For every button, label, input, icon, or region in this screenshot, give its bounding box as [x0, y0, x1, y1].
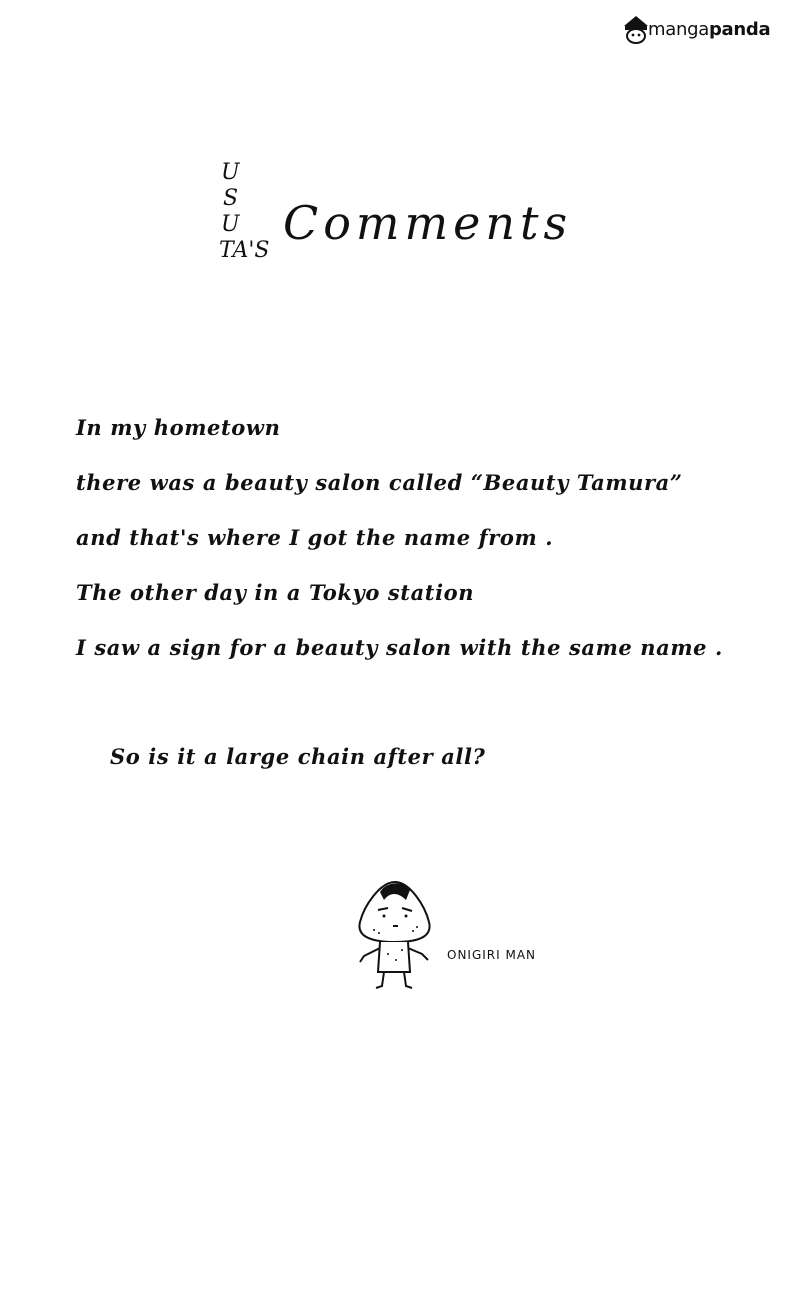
comment-line: and that's where I got the name from . [76, 525, 554, 550]
closing-question: So is it a large chain after all? [110, 744, 486, 769]
onigiri-man-icon [350, 876, 440, 996]
illustration-caption: ONIGIRI MAN [447, 948, 537, 962]
comment-body [76, 400, 786, 675]
author-vertical-name [215, 160, 275, 264]
comment-line: The other day in a Tokyo station [76, 580, 475, 605]
comment-line: there was a beauty salon called “Beauty Tamura” [76, 470, 683, 495]
mangapanda-logo[interactable] [622, 10, 792, 50]
manga-hat-icon [622, 12, 650, 46]
logo-text-manga: manga [648, 19, 709, 40]
vertical-letter: TA'S [219, 238, 270, 263]
page-title: Comments [283, 196, 573, 250]
comment-line: I saw a sign for a beauty salon with the same name . [76, 635, 723, 660]
vertical-letter: S [223, 186, 239, 211]
vertical-letter: U [221, 212, 240, 237]
vertical-letter: U [221, 160, 240, 185]
logo-text [648, 19, 770, 40]
logo-text-panda: panda [708, 19, 771, 40]
comments-header [215, 160, 575, 280]
comment-line: In my hometown [76, 415, 281, 440]
